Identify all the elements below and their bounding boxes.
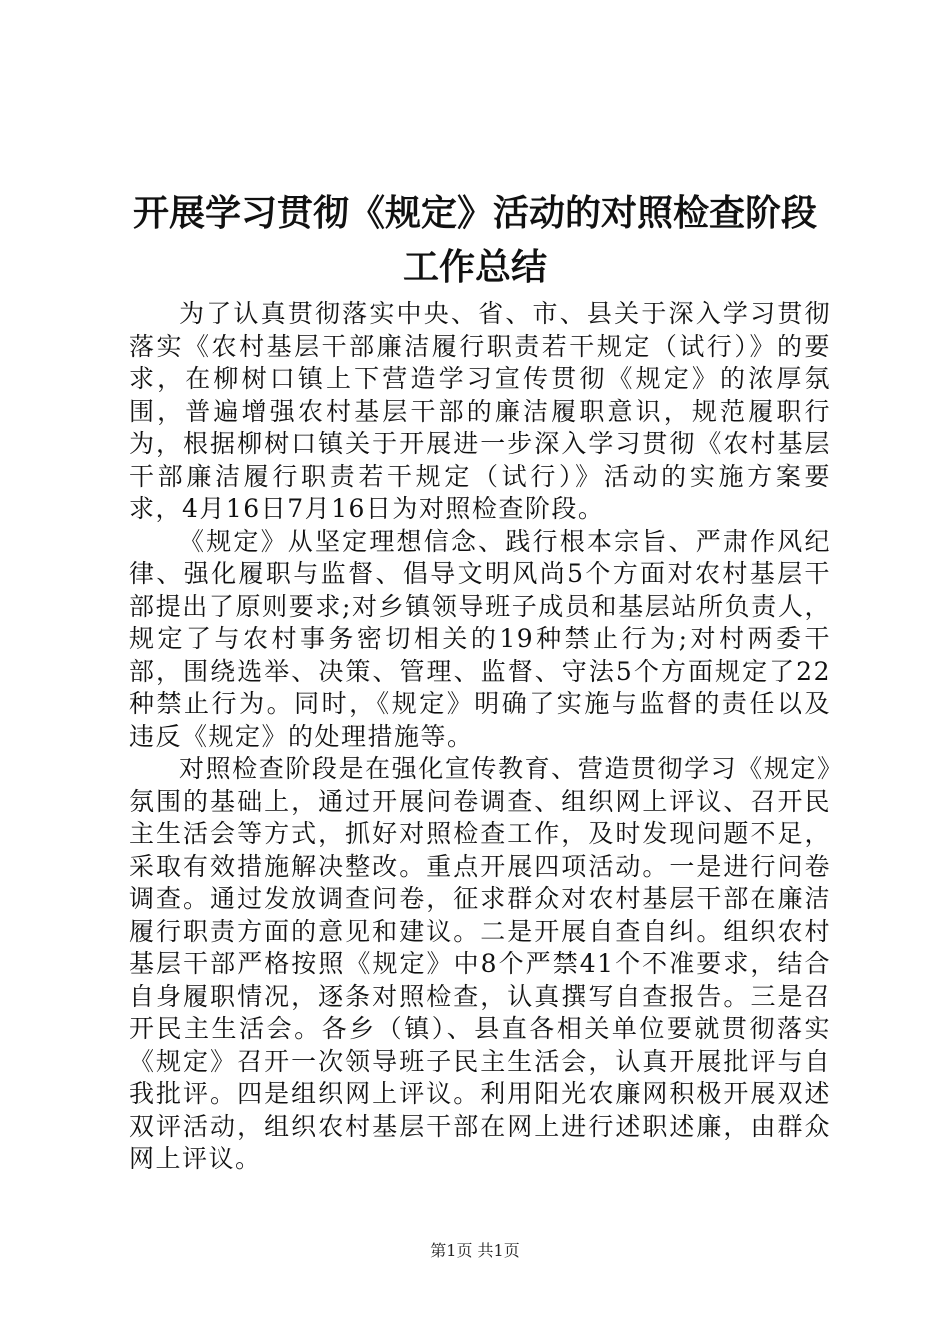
document-title: 开展学习贯彻《规定》活动的对照检查阶段工作总结 (132, 192, 817, 288)
page-footer: 第1页 共1页 (430, 1241, 520, 1260)
document-body (129, 298, 831, 1176)
paragraph-1: 为了认真贯彻落实中央、省、市、县关于深入学习贯彻落实《农村基层干部廉洁履行职责若干规定（试行）》的要求，在柳树口镇上下营造学习宣传贯彻《规定》的浓厚氛围，普遍增强农村基层干部的廉洁履职意识，规范履职行为，根据柳树口镇关于开展进一步深入学习贯彻《农村基层干部廉洁履行职责若干规定（试行）》活动的实施方案要求，4月16日7月16日为对照检查阶段。 (129, 299, 831, 523)
paragraph-3: 对照检查阶段是在强化宣传教育、营造贯彻学习《规定》氛围的基础上，通过开展问卷调查、组织网上评议、召开民主生活会等方式，抓好对照检查工作，及时发现问题不足，采取有效措施解决整改。重点开展四项活动。一是进行问卷调查。通过发放调查问卷，征求群众对农村基层干部在廉洁履行职责方面的意见和建议。二是开展自查自纠。组织农村基层干部严格按照《规定》中8个严禁41个不准要求，结合自身履职情况，逐条对照检查，认真撰写自查报告。三是召开民主生活会。各乡（镇）、县直各相关单位要就贯彻落实《规定》召开一次领导班子民主生活会，认真开展批评与自我批评。四是组织网上评议。利用阳光农廉网积极开展双述双评活动，组织农村基层干部在网上进行述职述廉，由群众网上评议。 (129, 754, 831, 1173)
paragraph-2: 《规定》从坚定理想信念、践行根本宗旨、严肃作风纪律、强化履职与监督、倡导文明风尚5个方面对农村基层干部提出了原则要求;对乡镇领导班子成员和基层站所负责人，规定了与农村事务密切相关的19种禁止行为;对村两委干部，围绕选举、决策、管理、监督、守法5个方面规定了22种禁止行为。同时，《规定》明确了实施与监督的责任以及违反《规定》的处理措施等。 (129, 526, 831, 751)
